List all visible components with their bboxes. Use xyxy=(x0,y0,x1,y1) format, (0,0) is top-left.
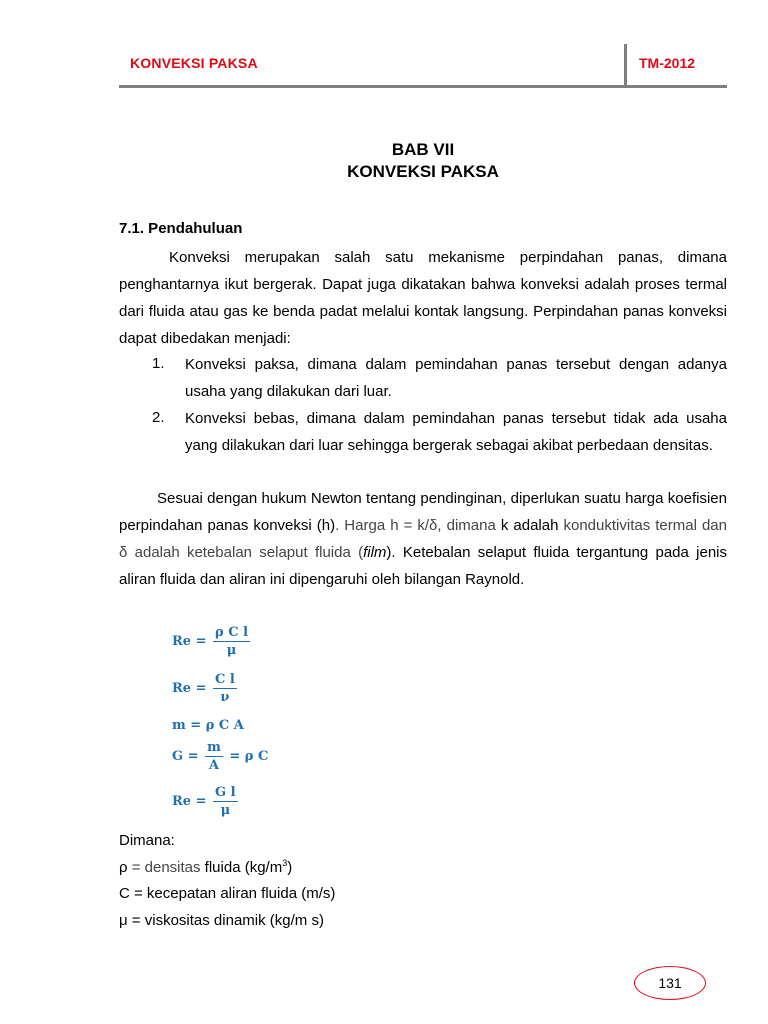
intro-paragraph: Konveksi merupakan salah satu mekanisme perpindahan panas, dimana penghantarnya ikut bergerak. Dapat juga dikatakan bahwa konveksi adalah proses termal dari fluida atau gas ke benda padat melalui kontak langsung. Perpindahan panas konveksi dapat dibedakan menjadi: xyxy=(119,249,727,347)
definition-velocity: C = kecepatan aliran fluida (m/s) xyxy=(119,885,336,902)
equation-mass-flux: G = $\frac{m}{A}$ = ρ C xyxy=(172,740,269,773)
equation-mass-flow: m = ρ C A xyxy=(172,718,244,733)
equation-reynolds-2: Re = $\frac{\text{C l}}{\nu}$ xyxy=(172,672,235,705)
page-number: 131 xyxy=(658,975,682,991)
page-header xyxy=(119,44,727,88)
newton-paragraph: Sesuai dengan hukum Newton tentang pendinginan, diperlukan suatu harga koefisien perpindahan panas konveksi (h). Harga h = k/δ, dimana k adalah konduktivitas termal dan δ adalah ketebalan selaput fluida (film). Ketebalan selaput fluida tergantung pada jenis aliran fluida dan aliran ini dipengaruhi oleh bilangan Raynold. xyxy=(119,490,727,588)
equation-reynolds-1: Re = $\frac{\text{ρ C l}}{\mu}$ xyxy=(172,625,249,658)
header-code: TM-2012 xyxy=(639,55,696,71)
equation-reynolds-3: Re = $\frac{\text{G l}}{\mu}$ xyxy=(172,785,236,818)
header-divider-horizontal xyxy=(119,85,727,88)
list-item-number: 2. xyxy=(152,409,165,426)
chapter-number: BAB VII xyxy=(391,140,455,159)
section-heading: 7.1. Pendahuluan xyxy=(119,220,243,237)
definitions-heading: Dimana: xyxy=(119,832,175,849)
list-item-text: Konveksi paksa, dimana dalam pemindahan panas tersebut dengan adanya usaha yang dilakukan dari luar. xyxy=(185,356,727,400)
definition-viscosity: μ = viskositas dinamik (kg/m s) xyxy=(119,912,324,929)
definition-density: ρ = densitas fluida $(kg/m^3)$ xyxy=(119,858,293,876)
header-title: KONVEKSI PAKSA xyxy=(130,55,258,71)
page-number-badge xyxy=(634,966,706,1000)
chapter-title: KONVEKSI PAKSA xyxy=(347,162,499,181)
list-item-number: 1. xyxy=(152,355,165,372)
list-item-text: Konveksi bebas, dimana dalam pemindahan panas tersebut tidak ada usaha yang dilakukan dari luar sehingga bergerak sebagai akibat perbedaan densitas. xyxy=(185,410,727,454)
header-divider-vertical xyxy=(624,44,627,86)
